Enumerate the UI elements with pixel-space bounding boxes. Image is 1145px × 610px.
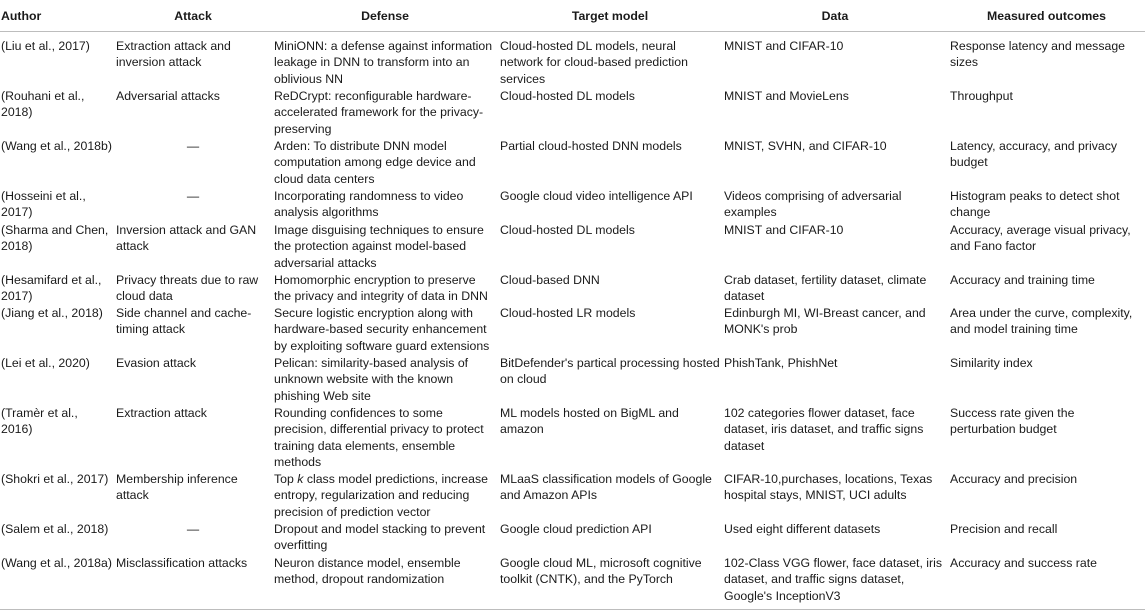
cell-measured-outcome: Histogram peaks to detect shot change: [950, 188, 1120, 219]
cell-attack: —: [186, 521, 200, 536]
cell-target-model: Cloud-based DNN: [500, 272, 600, 287]
cell-data: Edinburgh MI, WI-Breast cancer, and MONK's prob: [724, 305, 926, 336]
table-body: [0, 31, 1145, 609]
cell-target-model: Google cloud prediction API: [500, 521, 652, 536]
cell-defense: MiniONN: a defense against information leakage in DNN to transform into an oblivious NN: [274, 38, 493, 86]
cell-defense: Dropout and model stacking to prevent overfitting: [274, 521, 486, 552]
cell-attack: Membership inference attack: [116, 471, 238, 502]
cell-author: (Sharma and Chen, 2018): [1, 222, 109, 253]
cell-measured-outcome: Response latency and message sizes: [950, 38, 1125, 69]
cell-target-model: Google cloud ML, microsoft cognitive toolkit (CNTK), and the PyTorch: [498, 555, 722, 610]
cell-measured-outcome: Accuracy and training time: [950, 272, 1095, 287]
table-row: [0, 138, 1145, 188]
cell-defense: Image disguising techniques to ensure the protection against model-based adversarial attacks: [274, 222, 484, 270]
cell-data: MNIST and MovieLens: [724, 88, 849, 103]
table-row: [0, 188, 1145, 222]
cell-author: (Shokri et al., 2017): [1, 471, 109, 486]
cell-defense: Pelican: similarity-based analysis of unknown website with the known phishing Web site: [274, 355, 469, 403]
cell-attack: Side channel and cache-timing attack: [116, 305, 252, 336]
cell-data: MNIST, SVHN, and CIFAR-10: [724, 138, 887, 153]
cell-attack: Extraction attack: [116, 405, 207, 420]
table-row: [0, 405, 1145, 471]
cell-data: 102 categories flower dataset, face dataset, iris dataset, and traffic signs dataset: [724, 405, 924, 453]
cell-data: MNIST and CIFAR-10: [724, 38, 844, 53]
cell-measured-outcome: Accuracy and success rate: [948, 555, 1145, 610]
table-row: [0, 222, 1145, 272]
table-row: [0, 355, 1145, 405]
table-row: [0, 305, 1145, 355]
cell-defense: Top k class model predictions, increase entropy, regularization and reducing precision of prediction vector: [274, 471, 488, 519]
cell-attack: —: [186, 138, 200, 153]
cell-target-model: ML models hosted on BigML and amazon: [500, 405, 679, 436]
cell-measured-outcome: Accuracy and precision: [950, 471, 1078, 486]
cell-author: (Salem et al., 2018): [1, 521, 109, 536]
table-row: [0, 88, 1145, 138]
cell-defense: Incorporating randomness to video analysis algorithms: [274, 188, 464, 219]
cell-author: (Rouhani et al., 2018): [1, 88, 85, 119]
table-row: [0, 31, 1145, 88]
cell-data: Videos comprising of adversarial examples: [724, 188, 902, 219]
cell-attack: —: [186, 188, 200, 203]
table-row: [0, 555, 1145, 610]
cell-data: MNIST and CIFAR-10: [724, 222, 844, 237]
table-row: [0, 471, 1145, 521]
cell-target-model: MLaaS classification models of Google and Amazon APIs: [500, 471, 712, 502]
column-header-target-model: Target model: [498, 0, 722, 31]
cell-defense: Homomorphic encryption to preserve the privacy and integrity of data in DNN: [274, 272, 488, 303]
column-header-attack: Attack: [114, 0, 272, 31]
cell-measured-outcome: Latency, accuracy, and privacy budget: [950, 138, 1117, 169]
cell-attack: Inversion attack and GAN attack: [116, 222, 257, 253]
header-row: [0, 0, 1145, 31]
cell-target-model: Partial cloud-hosted DNN models: [500, 138, 682, 153]
cell-data: CIFAR-10,purchases, locations, Texas hospital stays, MNIST, UCI adults: [724, 471, 933, 502]
column-header-defense: Defense: [272, 0, 498, 31]
cell-author: (Liu et al., 2017): [1, 38, 90, 53]
cell-attack: Privacy threats due to raw cloud data: [116, 272, 259, 303]
column-header-measured-outcomes: Measured outcomes: [948, 0, 1145, 31]
cell-author: (Hesamifard et al., 2017): [1, 272, 102, 303]
cell-target-model: Cloud-hosted DL models: [500, 222, 635, 237]
cell-measured-outcome: Success rate given the perturbation budget: [950, 405, 1075, 436]
cell-author: (Jiang et al., 2018): [1, 305, 103, 320]
cell-defense: Secure logistic encryption along with hardware-based security enhancement by exploiting software guard extensions: [274, 305, 490, 353]
cell-author: (Hosseini et al., 2017): [1, 188, 86, 219]
cell-attack: Extraction attack and inversion attack: [116, 38, 231, 69]
cell-defense: Rounding confidences to some precision, differential privacy to protect training data elements, ensemble methods: [274, 405, 484, 469]
cell-measured-outcome: Precision and recall: [950, 521, 1058, 536]
column-header-author: Author: [0, 0, 114, 31]
cell-defense: Neuron distance model, ensemble method, dropout randomization: [272, 555, 498, 610]
cell-defense: Arden: To distribute DNN model computation among edge device and cloud data centers: [274, 138, 476, 186]
cell-author: (Wang et al., 2018a): [0, 555, 114, 610]
cell-measured-outcome: Accuracy, average visual privacy, and Fano factor: [950, 222, 1131, 253]
cell-target-model: Cloud-hosted DL models: [500, 88, 635, 103]
cell-measured-outcome: Area under the curve, complexity, and model training time: [950, 305, 1133, 336]
table-row: [0, 521, 1145, 555]
cell-data: Used eight different datasets: [724, 521, 881, 536]
cell-data: Crab dataset, fertility dataset, climate dataset: [724, 272, 927, 303]
column-header-data: Data: [722, 0, 948, 31]
cell-attack: Evasion attack: [116, 355, 196, 370]
cell-defense: ReDCrypt: reconfigurable hardware-accelerated framework for the privacy-preserving: [274, 88, 484, 136]
cell-target-model: Cloud-hosted LR models: [500, 305, 636, 320]
cell-target-model: Cloud-hosted DL models, neural network for cloud-based prediction services: [500, 38, 688, 86]
cell-attack: Misclassification attacks: [114, 555, 272, 610]
cell-measured-outcome: Throughput: [950, 88, 1013, 103]
cell-author: (Lei et al., 2020): [1, 355, 90, 370]
cell-author: (Wang et al., 2018b): [1, 138, 112, 153]
cell-target-model: BitDefender's partical processing hosted on cloud: [500, 355, 720, 386]
table-header: [0, 0, 1145, 31]
cell-target-model: Google cloud video intelligence API: [500, 188, 693, 203]
cell-attack: Adversarial attacks: [116, 88, 220, 103]
cell-author: (Tramèr et al., 2016): [1, 405, 78, 436]
cell-data: PhishTank, PhishNet: [724, 355, 838, 370]
table-row: [0, 272, 1145, 305]
cell-measured-outcome: Similarity index: [950, 355, 1033, 370]
cell-data: 102-Class VGG flower, face dataset, iris dataset, and traffic signs dataset, Google's InceptionV3: [722, 555, 948, 610]
